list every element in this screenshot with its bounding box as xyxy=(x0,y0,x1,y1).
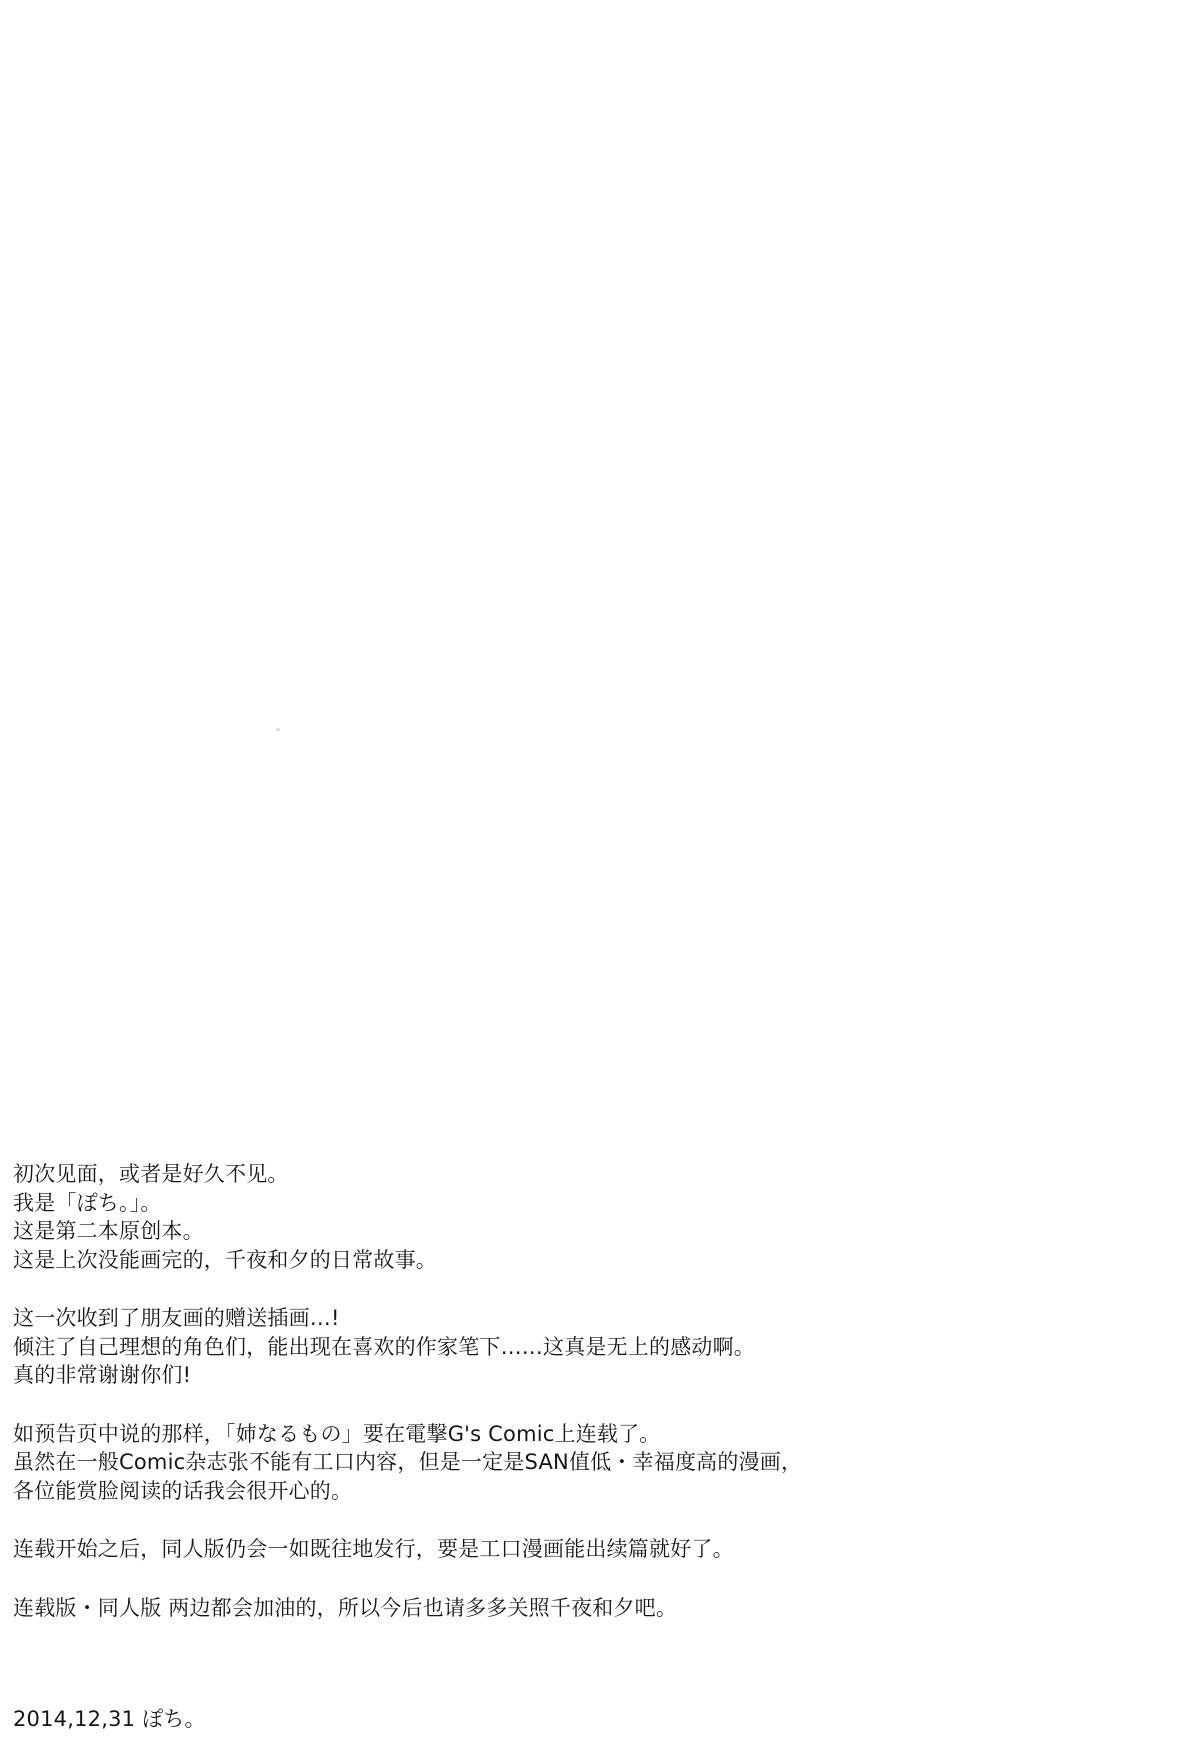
afterword-line: 我是「ぽち。」。 xyxy=(13,1190,162,1215)
scan-artifact-speck xyxy=(276,728,280,731)
paragraph-doujin-plans xyxy=(13,1535,1184,1564)
afterword-line: 连载开始之后，同人版仍会一如既往地发行，要是工口漫画能出续篇就好了。 xyxy=(13,1537,734,1561)
afterword-line: 这一次收到了朋友画的赠送插画…! xyxy=(13,1306,340,1330)
afterword-text-block xyxy=(13,1160,1184,1734)
afterword-line: 倾注了自己理想的角色们，能出现在喜欢的作家笔下……这真是无上的感动啊。 xyxy=(13,1334,755,1359)
afterword-line: 这是上次没能画完的，千夜和夕的日常故事。 xyxy=(13,1247,437,1272)
paragraph-serialization-news xyxy=(13,1420,1184,1506)
afterword-line: 初次见面，或者是好久不见。 xyxy=(13,1162,289,1186)
paragraph-guest-art-thanks xyxy=(13,1304,1184,1390)
afterword-line: 这是第二本原创本。 xyxy=(13,1219,204,1243)
afterword-line: 各位能赏脸阅读的话我会很开心的。 xyxy=(13,1478,353,1503)
afterword-line: 如预告页中说的那样，「姉なるもの」要在電撃G's Comic上连载了。 xyxy=(13,1421,661,1446)
date-signature: 2014,12,31 ぽち。 xyxy=(13,1707,206,1731)
afterword-line: 连载版・同人版 两边都会加油的，所以今后也请多多关照千夜和夕吧。 xyxy=(13,1595,678,1620)
paragraph-closing xyxy=(13,1594,1184,1623)
paragraph-greeting xyxy=(13,1160,1184,1274)
afterword-line: 真的非常谢谢你们! xyxy=(13,1363,192,1387)
afterword-line: 虽然在一般Comic杂志张不能有工口内容，但是一定是SAN值低・幸福度高的漫画， xyxy=(13,1450,803,1474)
